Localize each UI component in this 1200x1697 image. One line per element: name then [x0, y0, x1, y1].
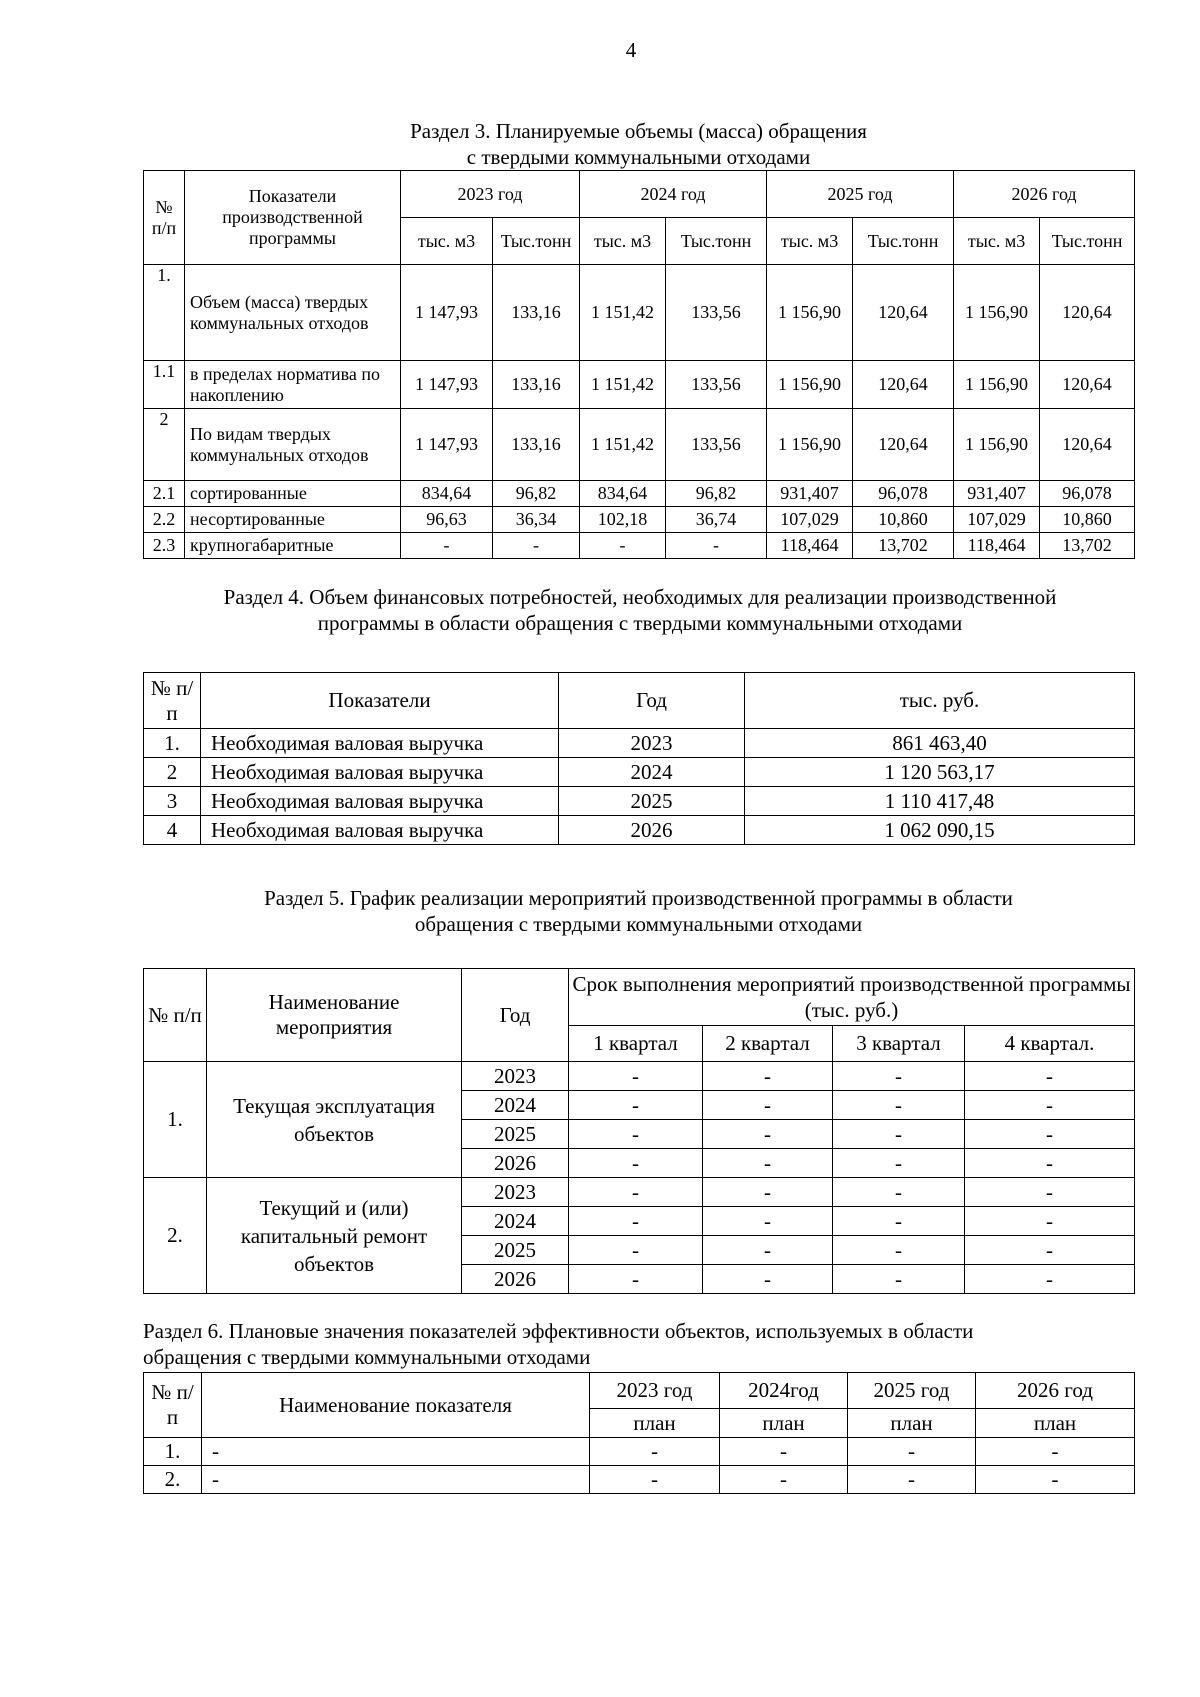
- section5-table: [143, 968, 1135, 1294]
- section4-title-line1: Раздел 4. Объем финансовых потребностей, необходимых для реализации производственной: [223, 585, 1057, 609]
- row-year: 2026: [462, 1149, 569, 1178]
- cell: 1 151,42: [580, 265, 666, 361]
- cell: -: [833, 1091, 965, 1120]
- section6-table: [143, 1372, 1135, 1494]
- cell: -: [493, 533, 580, 559]
- header-unit: тыс. м3: [401, 218, 493, 265]
- cell: 133,56: [666, 361, 767, 409]
- cell: -: [848, 1438, 976, 1466]
- cell: 120,64: [853, 265, 954, 361]
- header-term: Срок выполнения мероприятий производственной программы (тыс. руб.): [569, 969, 1135, 1026]
- cell: 120,64: [853, 361, 954, 409]
- cell: 834,64: [401, 481, 493, 507]
- cell: -: [720, 1438, 848, 1466]
- cell: -: [569, 1178, 703, 1207]
- header-unit: Тыс.тонн: [1040, 218, 1135, 265]
- row-year: 2025: [559, 787, 745, 816]
- table-row: [144, 816, 1135, 845]
- header-plan: план: [848, 1409, 976, 1438]
- row-year: 2023: [462, 1178, 569, 1207]
- header-quarter: 2 квартал: [703, 1026, 833, 1062]
- cell: 133,56: [666, 409, 767, 481]
- cell: 36,34: [493, 507, 580, 533]
- cell: 13,702: [1040, 533, 1135, 559]
- row-year: 2024: [462, 1207, 569, 1236]
- cell: -: [833, 1236, 965, 1265]
- group-num: 2.: [144, 1178, 207, 1294]
- table-row: [144, 1178, 1135, 1207]
- table-row: [144, 409, 1135, 481]
- row-label: -: [202, 1438, 590, 1466]
- cell: -: [833, 1149, 965, 1178]
- cell: 120,64: [1040, 409, 1135, 481]
- row-year: 2026: [559, 816, 745, 845]
- cell: -: [703, 1120, 833, 1149]
- cell: 10,860: [1040, 507, 1135, 533]
- cell: 1 156,90: [767, 361, 853, 409]
- row-label: По видам твердых коммунальных отходов: [185, 409, 401, 481]
- section5-title-line2: обращения с твердыми коммунальными отходами: [414, 912, 863, 936]
- section4-table: [143, 672, 1135, 845]
- header-year: 2023 год: [590, 1373, 720, 1409]
- row-year: 2023: [559, 729, 745, 758]
- cell: 118,464: [954, 533, 1040, 559]
- cell: -: [580, 533, 666, 559]
- cell: -: [569, 1236, 703, 1265]
- cell: 133,16: [493, 361, 580, 409]
- row-num: 4: [144, 816, 201, 845]
- table-row: [144, 533, 1135, 559]
- header-quarter: 1 квартал: [569, 1026, 703, 1062]
- header-indicator: Показатели: [201, 673, 559, 729]
- row-year: 2025: [462, 1120, 569, 1149]
- row-label: в пределах норматива по накоплению: [185, 361, 401, 409]
- table-row: [144, 265, 1135, 361]
- cell: 96,63: [401, 507, 493, 533]
- cell: 1 156,90: [954, 409, 1040, 481]
- table-row: [144, 507, 1135, 533]
- cell: -: [976, 1466, 1135, 1494]
- row-label: Необходимая валовая выручка: [201, 787, 559, 816]
- cell: 96,078: [853, 481, 954, 507]
- section4-title: [120, 584, 1160, 636]
- header-unit: Тыс.тонн: [493, 218, 580, 265]
- row-num: 2.: [144, 1466, 202, 1494]
- row-label: крупногабаритные: [185, 533, 401, 559]
- section5-title: [143, 885, 1134, 937]
- cell: -: [833, 1062, 965, 1091]
- header-num: № п/п: [144, 171, 185, 265]
- row-num: 2: [144, 758, 201, 787]
- cell: -: [965, 1265, 1135, 1294]
- cell: 36,74: [666, 507, 767, 533]
- cell: 120,64: [1040, 265, 1135, 361]
- cell: -: [833, 1265, 965, 1294]
- header-name: Наименование показателя: [202, 1373, 590, 1438]
- cell: 1 156,90: [954, 361, 1040, 409]
- row-year: 2026: [462, 1265, 569, 1294]
- row-num: 2.3: [144, 533, 185, 559]
- cell: 834,64: [580, 481, 666, 507]
- header-quarter: 4 квартал.: [965, 1026, 1135, 1062]
- row-num: 2.2: [144, 507, 185, 533]
- cell: 1 156,90: [767, 265, 853, 361]
- cell: -: [965, 1149, 1135, 1178]
- row-num: 1.: [144, 729, 201, 758]
- header-num: № п/п: [144, 1373, 202, 1438]
- cell: 133,16: [493, 409, 580, 481]
- cell: 96,82: [493, 481, 580, 507]
- row-amount: 1 120 563,17: [745, 758, 1135, 787]
- cell: -: [720, 1466, 848, 1494]
- header-year: 2026 год: [954, 171, 1135, 218]
- cell: 1 147,93: [401, 361, 493, 409]
- header-unit: тыс. м3: [954, 218, 1040, 265]
- cell: -: [590, 1438, 720, 1466]
- cell: -: [833, 1207, 965, 1236]
- cell: -: [401, 533, 493, 559]
- cell: -: [569, 1149, 703, 1178]
- row-amount: 1 110 417,48: [745, 787, 1135, 816]
- table-row: [144, 361, 1135, 409]
- section6-title-line2: обращения с твердыми коммунальными отходами: [143, 1345, 591, 1369]
- cell: -: [569, 1062, 703, 1091]
- cell: 1 156,90: [954, 265, 1040, 361]
- header-indicator: Показатели производственной программы: [185, 171, 401, 265]
- row-label: Необходимая валовая выручка: [201, 816, 559, 845]
- row-label: сортированные: [185, 481, 401, 507]
- cell: -: [976, 1438, 1135, 1466]
- cell: -: [590, 1466, 720, 1494]
- header-unit: тыс. м3: [767, 218, 853, 265]
- header-year: 2026 год: [976, 1373, 1135, 1409]
- section6-title-line1: Раздел 6. Плановые значения показателей эффективности объектов, используемых в области: [143, 1319, 974, 1343]
- row-label: Необходимая валовая выручка: [201, 758, 559, 787]
- header-year: 2025 год: [767, 171, 954, 218]
- cell: -: [569, 1207, 703, 1236]
- row-label: Объем (масса) твердых коммунальных отходов: [185, 265, 401, 361]
- row-num: 1.1: [144, 361, 185, 409]
- cell: -: [965, 1062, 1135, 1091]
- cell: -: [703, 1265, 833, 1294]
- cell: 96,82: [666, 481, 767, 507]
- row-num: 1.: [144, 265, 185, 361]
- group-name: Текущая эксплуатация объектов: [207, 1062, 462, 1178]
- cell: 133,56: [666, 265, 767, 361]
- cell: -: [569, 1091, 703, 1120]
- cell: 120,64: [1040, 361, 1135, 409]
- row-num: 2: [144, 409, 185, 481]
- row-amount: 1 062 090,15: [745, 816, 1135, 845]
- table-row: [144, 1438, 1135, 1466]
- cell: 1 147,93: [401, 265, 493, 361]
- header-year: 2024 год: [580, 171, 767, 218]
- section5-title-line1: Раздел 5. График реализации мероприятий производственной программы в области: [264, 886, 1013, 910]
- header-name: Наименование мероприятия: [207, 969, 462, 1062]
- cell: -: [703, 1236, 833, 1265]
- cell: 931,407: [767, 481, 853, 507]
- table-row: [144, 1062, 1135, 1091]
- cell: 10,860: [853, 507, 954, 533]
- cell: -: [833, 1178, 965, 1207]
- cell: -: [965, 1120, 1135, 1149]
- cell: -: [703, 1207, 833, 1236]
- cell: -: [965, 1091, 1135, 1120]
- row-year: 2024: [462, 1091, 569, 1120]
- cell: -: [965, 1236, 1135, 1265]
- cell: -: [666, 533, 767, 559]
- cell: 107,029: [954, 507, 1040, 533]
- header-num: № п/п: [144, 969, 207, 1062]
- row-num: 3: [144, 787, 201, 816]
- row-year: 2025: [462, 1236, 569, 1265]
- section3-title: [143, 118, 1134, 170]
- cell: 96,078: [1040, 481, 1135, 507]
- cell: 120,64: [853, 409, 954, 481]
- header-amount: тыс. руб.: [745, 673, 1135, 729]
- cell: 1 156,90: [767, 409, 853, 481]
- row-year: 2024: [559, 758, 745, 787]
- cell: -: [965, 1178, 1135, 1207]
- group-num: 1.: [144, 1062, 207, 1178]
- row-amount: 861 463,40: [745, 729, 1135, 758]
- row-year: 2023: [462, 1062, 569, 1091]
- header-year: Год: [462, 969, 569, 1062]
- section6-title: [143, 1318, 1153, 1370]
- section3-title-line1: Раздел 3. Планируемые объемы (масса) обращения: [410, 119, 867, 143]
- header-unit: Тыс.тонн: [666, 218, 767, 265]
- cell: -: [569, 1265, 703, 1294]
- header-year: Год: [559, 673, 745, 729]
- cell: 118,464: [767, 533, 853, 559]
- cell: -: [569, 1120, 703, 1149]
- header-quarter: 3 квартал: [833, 1026, 965, 1062]
- cell: -: [848, 1466, 976, 1494]
- page-number: 4: [625, 38, 637, 62]
- cell: 133,16: [493, 265, 580, 361]
- table-row: [144, 481, 1135, 507]
- table-row: [144, 758, 1135, 787]
- cell: 107,029: [767, 507, 853, 533]
- header-plan: план: [976, 1409, 1135, 1438]
- row-label: несортированные: [185, 507, 401, 533]
- cell: 13,702: [853, 533, 954, 559]
- table-row: [144, 729, 1135, 758]
- cell: -: [965, 1207, 1135, 1236]
- section4-title-line2: программы в области обращения с твердыми коммунальными отходами: [317, 611, 963, 635]
- row-label: -: [202, 1466, 590, 1494]
- group-name: Текущий и (или) капитальный ремонт объектов: [207, 1178, 462, 1294]
- row-num: 1.: [144, 1438, 202, 1466]
- cell: 1 151,42: [580, 361, 666, 409]
- header-plan: план: [590, 1409, 720, 1438]
- table-row: [144, 787, 1135, 816]
- cell: -: [833, 1120, 965, 1149]
- cell: -: [703, 1091, 833, 1120]
- section3-title-line2: с твердыми коммунальными отходами: [466, 145, 811, 169]
- cell: 1 147,93: [401, 409, 493, 481]
- header-year: 2024год: [720, 1373, 848, 1409]
- table-row: [144, 1466, 1135, 1494]
- row-num: 2.1: [144, 481, 185, 507]
- header-num: № п/п: [144, 673, 201, 729]
- header-unit: тыс. м3: [580, 218, 666, 265]
- cell: -: [703, 1149, 833, 1178]
- cell: 1 151,42: [580, 409, 666, 481]
- row-label: Необходимая валовая выручка: [201, 729, 559, 758]
- section3-table: [143, 170, 1135, 559]
- cell: -: [703, 1062, 833, 1091]
- header-unit: Тыс.тонн: [853, 218, 954, 265]
- header-plan: план: [720, 1409, 848, 1438]
- header-year: 2023 год: [401, 171, 580, 218]
- cell: 931,407: [954, 481, 1040, 507]
- header-year: 2025 год: [848, 1373, 976, 1409]
- cell: -: [703, 1178, 833, 1207]
- cell: 102,18: [580, 507, 666, 533]
